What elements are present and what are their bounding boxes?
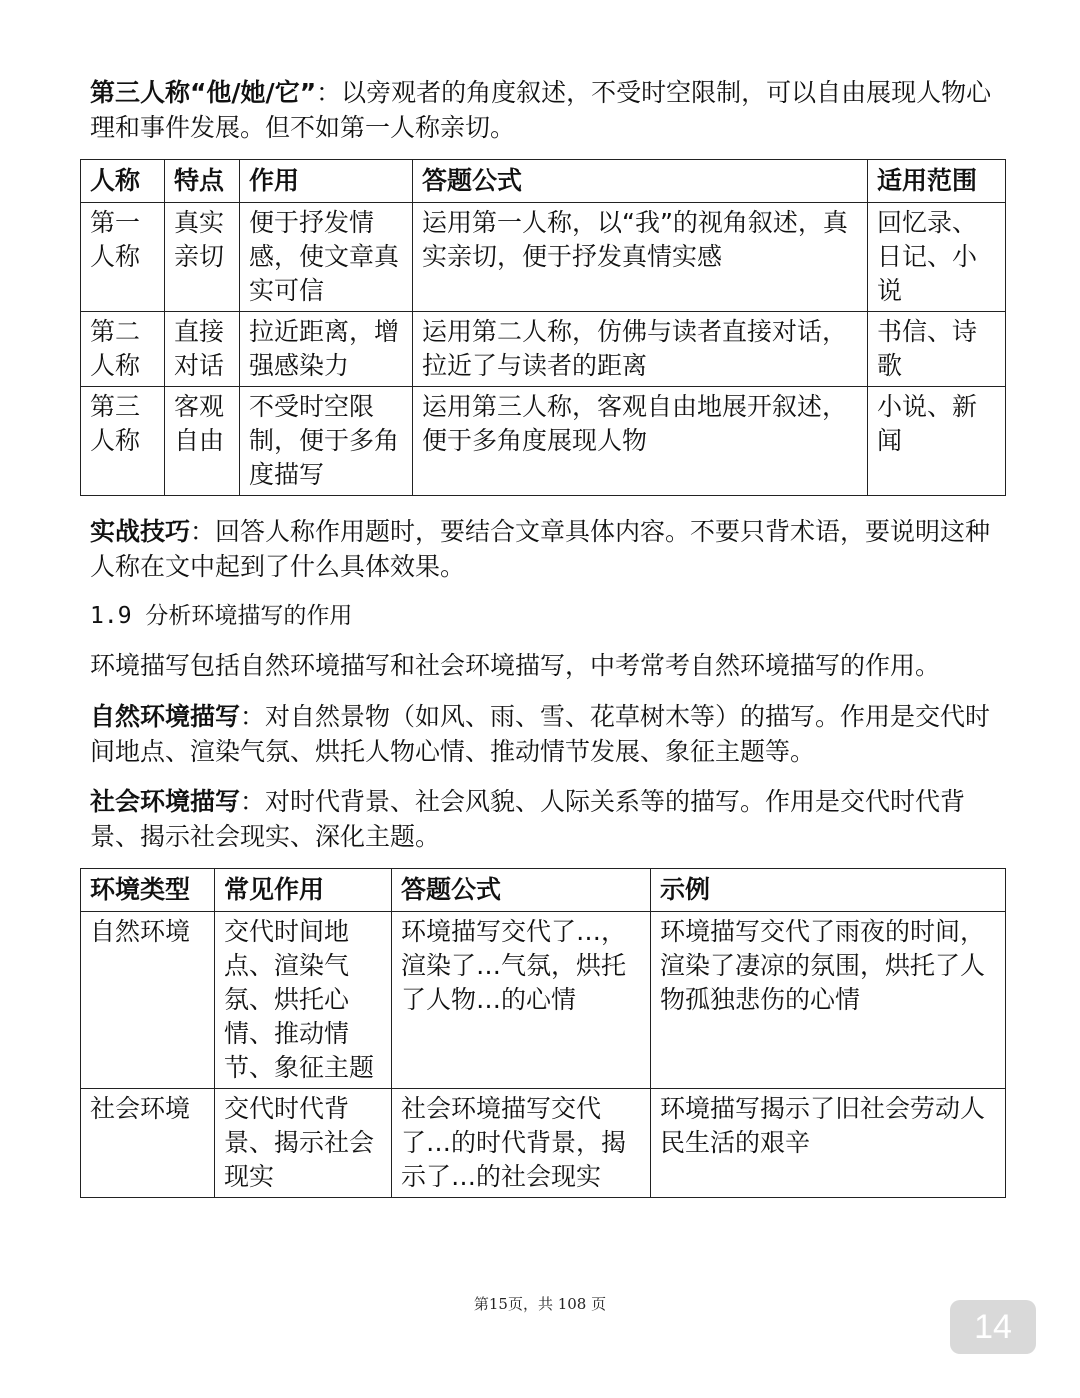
natural-env-paragraph	[90, 699, 1005, 769]
table-row	[81, 387, 1006, 496]
table-cell: 第一人称	[81, 203, 165, 312]
page-number-badge: 14	[950, 1300, 1036, 1354]
table-cell: 第三人称	[81, 387, 165, 496]
social-bold: 社会环境描写	[90, 787, 241, 816]
table-cell: 书信、诗歌	[868, 312, 1006, 387]
table-cell: 交代时间地点、渲染气氛、烘托心情、推动情节、象征主题	[215, 912, 392, 1089]
table-cell: 社会环境描写交代了…的时代背景，揭示了…的社会现实	[392, 1089, 651, 1198]
tips-bold: 实战技巧	[90, 517, 191, 546]
table-row	[81, 912, 1006, 1089]
tips-text: ：回答人称作用题时，要结合文章具体内容。不要只背术语，要说明这种人称在文中起到了什么具体效果。	[90, 517, 991, 581]
social-env-paragraph	[90, 784, 1005, 854]
table-cell: 运用第三人称，客观自由地展开叙述，便于多角度展现人物	[413, 387, 868, 496]
header-cell: 答题公式	[413, 160, 868, 203]
table-cell: 自然环境	[81, 912, 215, 1089]
table-cell: 第二人称	[81, 312, 165, 387]
page-footer: 第15页，共 108 页	[473, 1295, 607, 1313]
table-cell: 便于抒发情感，使文章真实可信	[240, 203, 413, 312]
table-cell: 社会环境	[81, 1089, 215, 1198]
header-cell: 适用范围	[868, 160, 1006, 203]
table-cell: 拉近距离，增强感染力	[240, 312, 413, 387]
table-cell: 环境描写交代了雨夜的时间，渲染了凄凉的氛围，烘托了人物孤独悲伤的心情	[651, 912, 1006, 1089]
table-row	[81, 312, 1006, 387]
header-cell: 特点	[165, 160, 240, 203]
table-cell: 回忆录、日记、小说	[868, 203, 1006, 312]
table-cell: 运用第一人称，以“我”的视角叙述，真实亲切，便于抒发真情实感	[413, 203, 868, 312]
intro-text: ：以旁观者的角度叙述，不受时空限制，可以自由展现人物心理和事件发展。但不如第一人称亲切。	[90, 78, 992, 142]
social-text: ：对时代背景、社会风貌、人际关系等的描写。作用是交代时代背景、揭示社会现实、深化主题。	[90, 787, 966, 851]
header-cell: 环境类型	[81, 869, 215, 912]
table-cell: 交代时代背景、揭示社会现实	[215, 1089, 392, 1198]
table-cell: 环境描写揭示了旧社会劳动人民生活的艰辛	[651, 1089, 1006, 1198]
intro-bold: 第三人称“他/她/它”	[90, 78, 317, 107]
header-cell: 人称	[81, 160, 165, 203]
table-cell: 客观自由	[165, 387, 240, 496]
table-header-row	[81, 869, 1006, 912]
table-row	[81, 1089, 1006, 1198]
natural-bold: 自然环境描写	[90, 702, 241, 731]
table-row	[81, 203, 1006, 312]
table-cell: 运用第二人称，仿佛与读者直接对话，拉近了与读者的距离	[413, 312, 868, 387]
table-cell: 真实亲切	[165, 203, 240, 312]
header-cell: 答题公式	[392, 869, 651, 912]
section-heading: 1.9 分析环境描写的作用	[90, 603, 353, 629]
table-header-row	[81, 160, 1006, 203]
table-cell: 直接对话	[165, 312, 240, 387]
natural-text: ：对自然景物（如风、雨、雪、花草树木等）的描写。作用是交代时间地点、渲染气氛、烘托人物心情、推动情节发展、象征主题等。	[90, 702, 991, 766]
environment-table	[80, 868, 1006, 1198]
table-cell: 小说、新闻	[868, 387, 1006, 496]
tips-paragraph	[90, 514, 1005, 584]
table-cell: 不受时空限制，便于多角度描写	[240, 387, 413, 496]
header-cell: 示例	[651, 869, 1006, 912]
person-table	[80, 159, 1006, 496]
header-cell: 常见作用	[215, 869, 392, 912]
intro-paragraph	[90, 75, 1005, 145]
env-intro-paragraph: 环境描写包括自然环境描写和社会环境描写，中考常考自然环境描写的作用。	[90, 651, 941, 680]
header-cell: 作用	[240, 160, 413, 203]
table-cell: 环境描写交代了…，渲染了…气氛，烘托了人物…的心情	[392, 912, 651, 1089]
